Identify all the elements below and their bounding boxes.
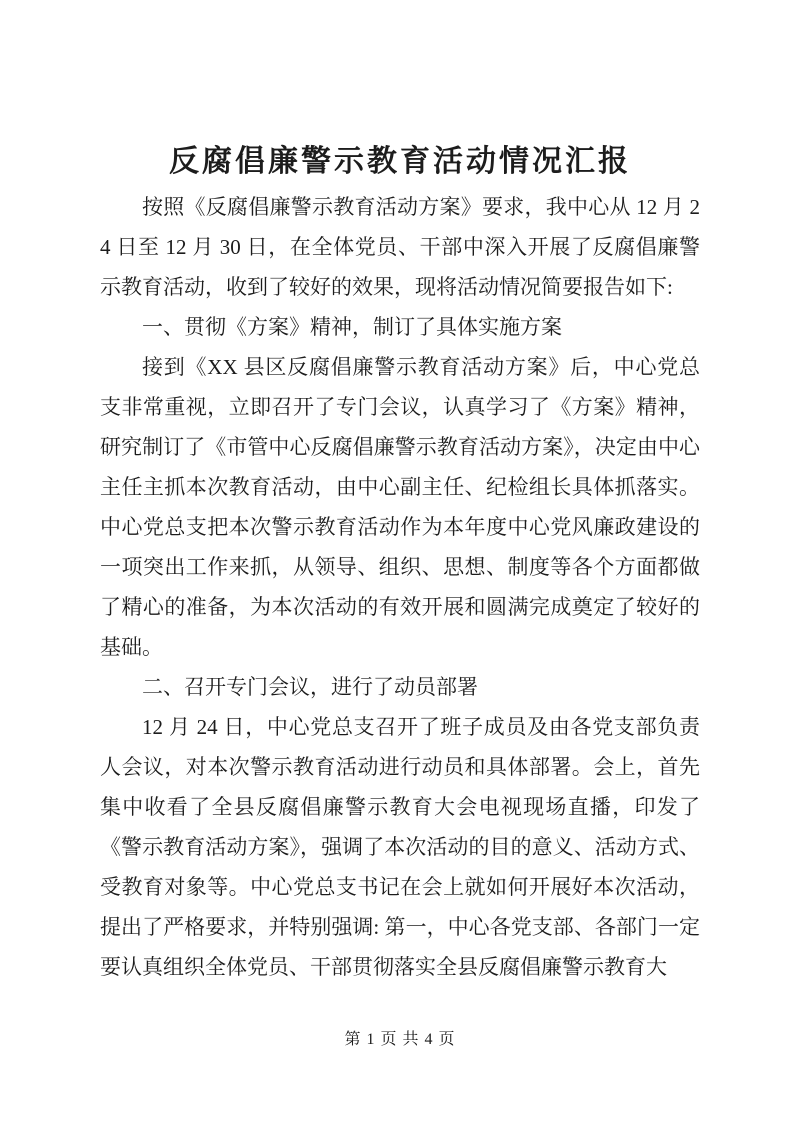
paragraph-section-2: 12 月 24 日，中心党总支召开了班子成员及由各党支部负责人会议，对本次警示教育活动进行动员和具体部署。会上，首先集中收看了全县反腐倡廉警示教育大会电视现场直播，印发了《警示教育活动方案》，强调了本次活动的目的意义、活动方式、受教育对象等。中心党总支书记在会上就如何开展好本次活动，提出了严格要求，并特别强调: 第一，中心各党支部、各部门一定要认真组织全体党员、干部贯彻落实全县反腐倡廉警示教育大 bbox=[100, 715, 700, 979]
paragraph-intro: 按照《反腐倡廉警示教育活动方案》要求，我中心从 12 月 24 日至 12 月 30 日，在全体党员、干部中深入开展了反腐倡廉警示教育活动，收到了较好的效果，现将活动情况简要报告如下: bbox=[100, 195, 700, 299]
section-heading-2: 二、召开专门会议，进行了动员部署 bbox=[142, 675, 478, 699]
document-title: 反腐倡廉警示教育活动情况汇报 bbox=[169, 145, 631, 178]
document-content bbox=[100, 142, 700, 987]
page-footer: 第 1 页 共 4 页 bbox=[344, 1031, 456, 1048]
paragraph-section-1: 接到《XX 县区反腐倡廉警示教育活动方案》后，中心党总支非常重视，立即召开了专门会议，认真学习了《方案》精神，研究制订了《市管中心反腐倡廉警示教育活动方案》，决定由中心主任主抓本次教育活动，由中心副主任、纪检组长具体抓落实。中心党总支把本次警示教育活动作为本年度中心党风廉政建设的一项突出工作来抓，从领导、组织、思想、制度等各个方面都做了精心的准备，为本次活动的有效开展和圆满完成奠定了较好的基础。 bbox=[100, 355, 700, 659]
section-heading-1: 一、贯彻《方案》精神，制订了具体实施方案 bbox=[142, 315, 562, 339]
